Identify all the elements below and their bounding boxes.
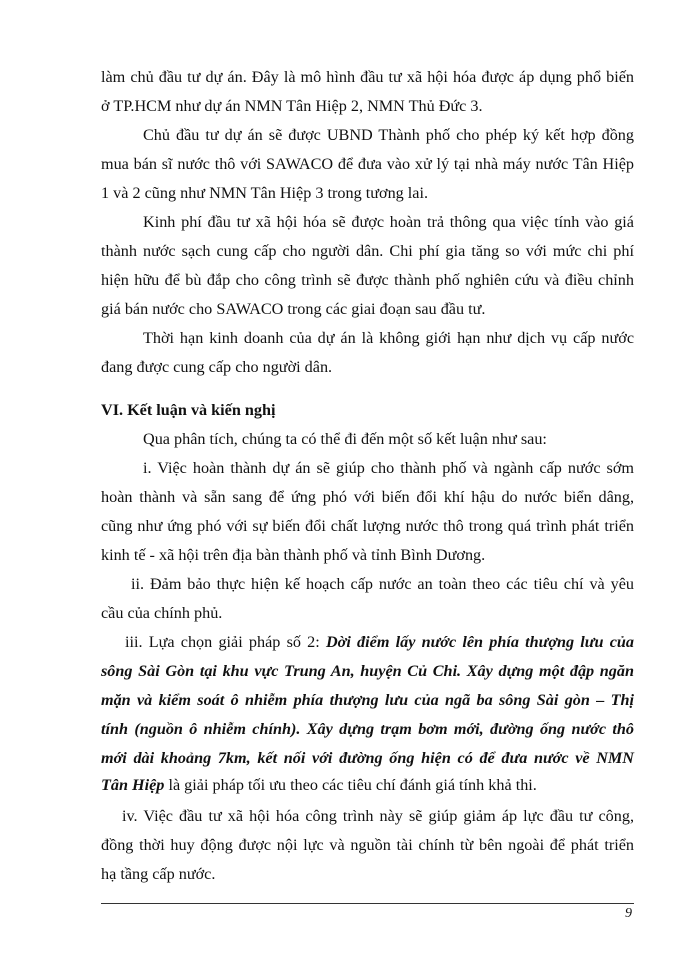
item-iv-line: đồng thời huy động được nội lực và nguồn tài chính từ bên ngoài để phát triển [101, 836, 634, 854]
body-line: giá bán nước cho SAWACO trong các giai đoạn sau đầu tư. [101, 300, 486, 318]
body-line: đang được cung cấp cho người dân. [101, 358, 333, 376]
section-heading: VI. Kết luận và kiến nghị [101, 401, 276, 419]
item-ii-line: ii. Đảm bảo thực hiện kế hoạch cấp nước an toàn theo các tiêu chí và yêu [131, 575, 634, 593]
item-iii-bold-line: mới dài khoảng 7km, kết nối với đường ống hiện có để đưa nước về NMN [101, 749, 634, 767]
item-iii-bold: Dời điểm lấy nước lên phía thượng lưu của [325, 633, 634, 651]
footer-rule [101, 903, 634, 904]
body-line: làm chủ đầu tư dự án. Đây là mô hình đầu tư xã hội hóa được áp dụng phổ biến [101, 68, 634, 86]
item-iii-last-tail: là giải pháp tối ưu theo các tiêu chí đánh giá tính khả thi. [164, 776, 537, 794]
item-iii-bold-line: sông Sài Gòn tại khu vực Trung An, huyện Củ Chi. Xây dựng một đập ngăn [101, 662, 634, 680]
body-line: mua bán sĩ nước thô với SAWACO để đưa vào xử lý tại nhà máy nước Tân Hiệp [101, 155, 634, 173]
body-line: ở TP.HCM như dự án NMN Tân Hiệp 2, NMN Thủ Đức 3. [101, 97, 483, 115]
item-ii-line: cầu của chính phủ. [101, 604, 223, 622]
item-i-line: hoàn thành và sẵn sang để ứng phó với biến đổi khí hậu do nước biển dâng, [101, 488, 634, 506]
item-iii-last-line [101, 770, 634, 800]
intro-line: Qua phân tích, chúng ta có thể đi đến một số kết luận như sau: [143, 430, 547, 448]
item-iv-line: iv. Việc đầu tư xã hội hóa công trình này sẽ giúp giảm áp lực đầu tư công, [122, 807, 634, 825]
item-i-line: cũng như ứng phó với sự biến đổi chất lượng nước thô trong quá trình phát triển [101, 517, 634, 535]
item-iii-first-line [125, 627, 634, 657]
body-line: 1 và 2 cũng như NMN Tân Hiệp 3 trong tương lai. [101, 184, 429, 202]
body-line: hiện hữu để bù đắp cho công trình sẽ được thành phố nghiên cứu và điều chỉnh [101, 271, 634, 289]
body-line: Kinh phí đầu tư xã hội hóa sẽ được hoàn trả thông qua việc tính vào giá [143, 213, 634, 231]
item-i-line: i. Việc hoàn thành dự án sẽ giúp cho thành phố và ngành cấp nước sớm [143, 459, 634, 477]
item-iii-lead: iii. Lựa chọn giải pháp số 2: [125, 633, 326, 651]
body-line: Chủ đầu tư dự án sẽ được UBND Thành phố cho phép ký kết hợp đồng [143, 126, 634, 144]
item-i-line: kinh tế - xã hội trên địa bàn thành phố và tỉnh Bình Dương. [101, 546, 486, 564]
body-line: Thời hạn kinh doanh của dự án là không giới hạn như dịch vụ cấp nước [143, 329, 634, 347]
body-line: thành nước sạch cung cấp cho người dân. Chi phí gia tăng so với mức chi phí [101, 242, 634, 260]
page-number: 9 [625, 906, 632, 921]
item-iv-line: hạ tầng cấp nước. [101, 865, 216, 883]
item-iii-bold-line: mặn và kiểm soát ô nhiễm phía thượng lưu của ngã ba sông Sài gòn – Thị [101, 691, 634, 709]
item-iii-bold-line: tính (nguồn ô nhiễm chính). Xây dựng trạm bơm mới, đường ống nước thô [101, 720, 634, 738]
item-iii-last-bold: Tân Hiệp [101, 776, 165, 794]
